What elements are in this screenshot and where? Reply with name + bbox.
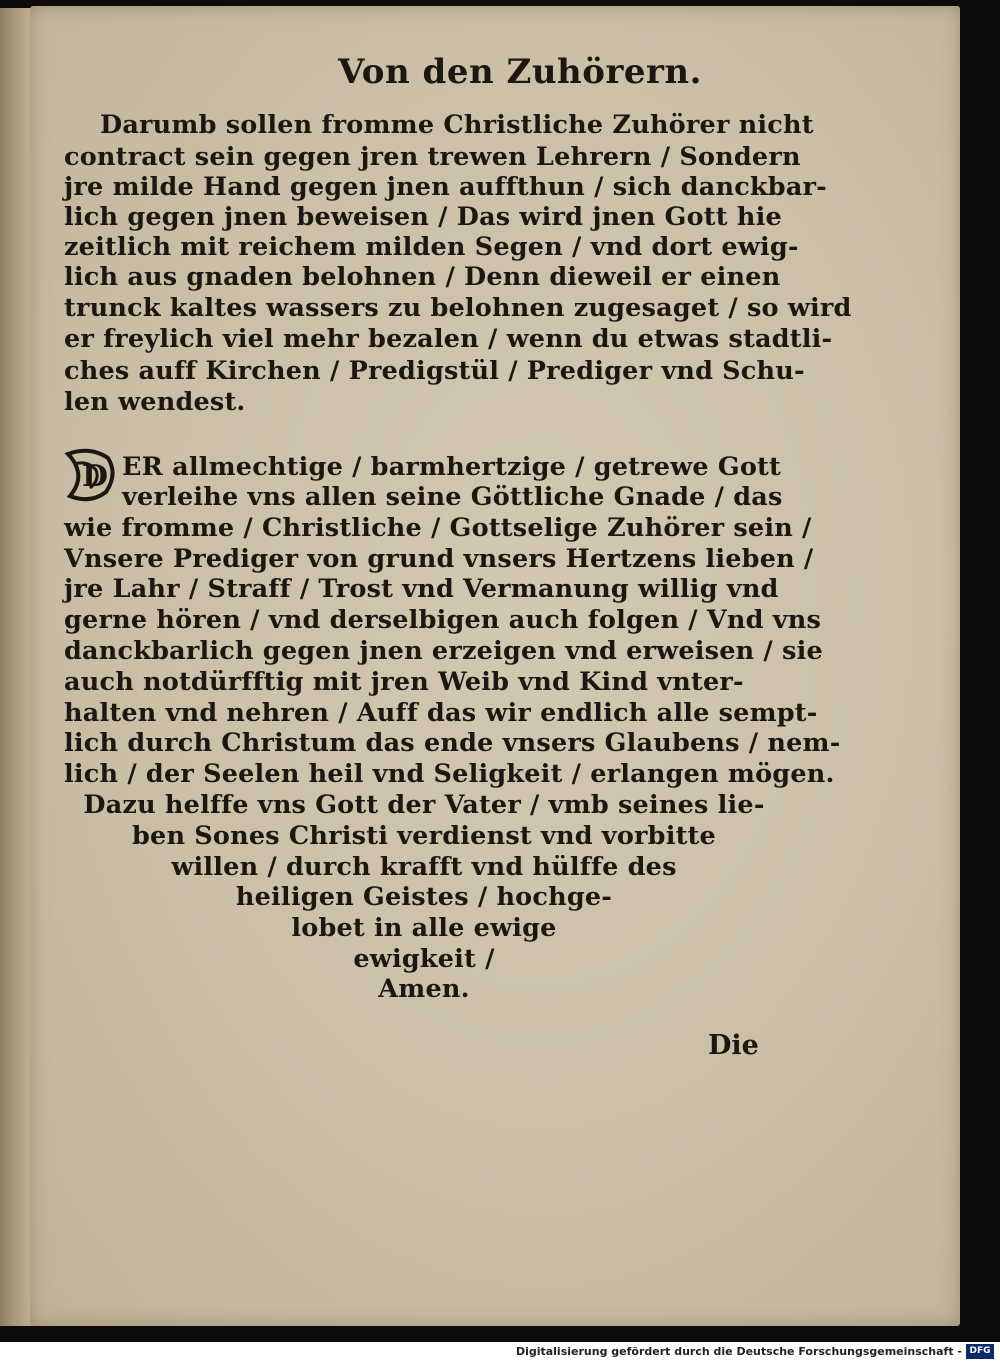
closing-line: heiligen Geistes / hochge- xyxy=(235,882,613,912)
dfg-logo-icon: DFG xyxy=(966,1344,994,1359)
text-line: verleihe vns allen seine Göttliche Gnade / das xyxy=(122,482,783,512)
text-line: lich aus gnaden belohnen / Denn dieweil er einen xyxy=(64,262,781,292)
page-text xyxy=(30,6,960,1326)
text-line: jre milde Hand gegen jnen auffthun / sich danckbar- xyxy=(64,172,827,202)
text-line: lich / der Seelen heil vnd Seligkeit / erlangen mögen. xyxy=(64,759,835,789)
text-line: wie fromme / Christliche / Gottselige Zuhörer sein / xyxy=(64,513,812,543)
text-line: zeitlich mit reichem milden Segen / vnd dort ewig- xyxy=(64,232,799,262)
book-page xyxy=(30,6,960,1326)
initial-letter: D xyxy=(82,459,109,494)
closing-line: lobet in alle ewige xyxy=(291,913,557,943)
text-line: ER allmechtige / barmhertzige / getrewe Gott xyxy=(122,452,781,482)
text-line: ches auff Kirchen / Predigstül / Prediger vnd Schu- xyxy=(64,356,805,386)
text-line: halten vnd nehren / Auff das wir endlich alle sempt- xyxy=(64,698,818,728)
text-line: danckbarlich gegen jnen erzeigen vnd erweisen / sie xyxy=(64,636,823,666)
text-line: lich durch Christum das ende vnsers Glaubens / nem- xyxy=(64,728,841,758)
text-line: Vnsere Prediger von grund vnsers Hertzens lieben / xyxy=(64,544,814,574)
text-line: gerne hören / vnd derselbigen auch folgen / Vnd vns xyxy=(64,605,822,635)
text-line: Darumb sollen fromme Christliche Zuhörer nicht xyxy=(100,110,814,140)
text-line: contract sein gegen jren trewen Lehrern / Sondern xyxy=(64,142,801,172)
text-line: er freylich viel mehr bezalen / wenn du etwas stadtli- xyxy=(64,324,833,354)
closing-line: ben Sones Christi verdienst vnd vorbitte xyxy=(132,821,716,851)
closing-line: ewigkeit / xyxy=(353,944,495,974)
text-line: trunck kaltes wassers zu belohnen zugesaget / so wird xyxy=(64,293,852,323)
text-line: jre Lahr / Straff / Trost vnd Vermanung willig vnd xyxy=(64,574,779,604)
text-line: lich gegen jnen beweisen / Das wird jnen Gott hie xyxy=(64,202,782,232)
text-line: len wendest. xyxy=(64,387,246,417)
funding-credit: Digitalisierung gefördert durch die Deutsche Forschungsgemeinschaft - xyxy=(515,1345,962,1358)
decorated-initial-d xyxy=(60,444,120,504)
closing-line: Amen. xyxy=(378,974,470,1004)
closing-line: Dazu helffe vns Gott der Vater / vmb seines lie- xyxy=(83,790,765,820)
running-head: Von den Zuhörern. xyxy=(338,52,702,92)
text-line: auch notdürfftig mit jren Weib vnd Kind vnter- xyxy=(64,667,744,697)
closing-line: willen / durch krafft vnd hülffe des xyxy=(171,852,677,882)
catchword: Die xyxy=(708,1030,759,1061)
